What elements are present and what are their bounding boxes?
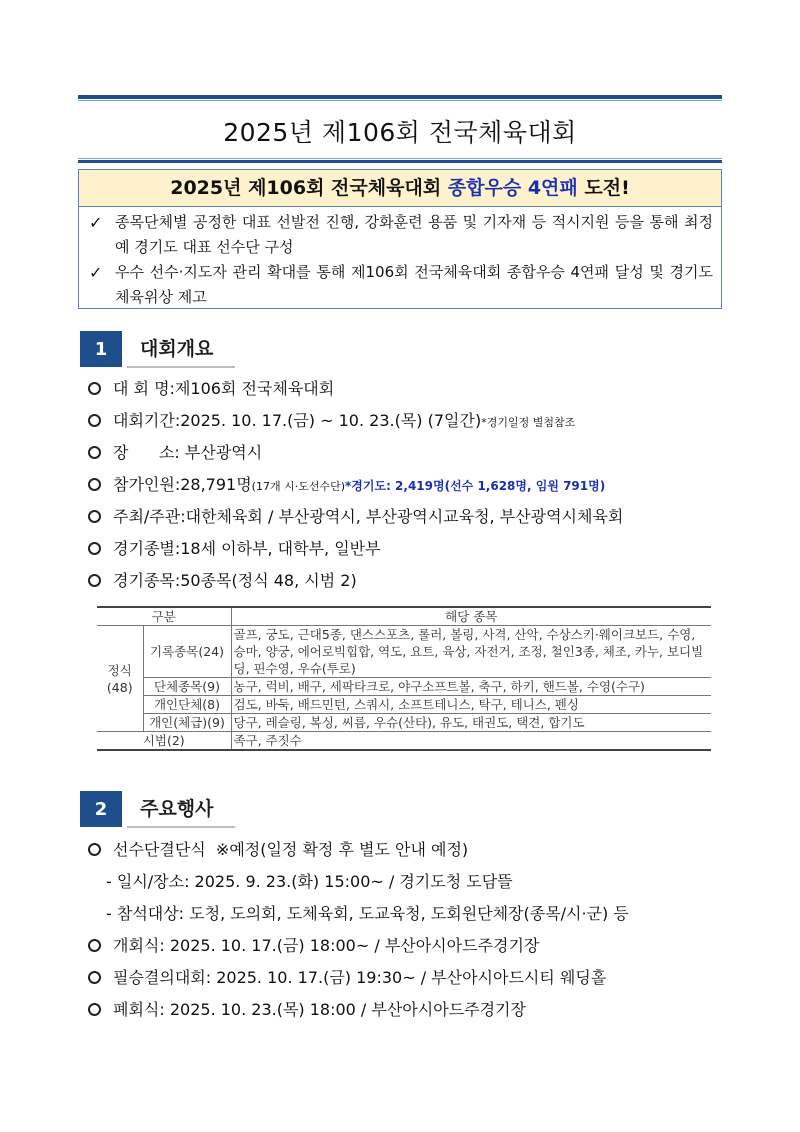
circle-bullet-icon <box>88 478 101 491</box>
section-title: 주요행사 <box>140 798 214 820</box>
sub-item: - 일시/장소: 2025. 9. 23.(화) 15:00~ / 경기도청 도담뜰 <box>106 872 513 891</box>
section-header-events <box>80 791 260 827</box>
events-list <box>88 834 728 1026</box>
table-row <box>97 696 711 714</box>
summary-box <box>78 169 722 309</box>
list-item: 대회기간: 2025. 10. 17.(금) ~ 10. 23.(목) (7일간) *경기일정 별첨참조 <box>88 405 728 437</box>
list-item: 필승결의대회: 2025. 10. 17.(금) 19:30~ / 부산아시아드시티 웨딩홀 <box>88 962 728 994</box>
summary-item: ✓ 종목단체별 공정한 대표 선발전 진행, 강화훈련 용품 및 기자재 등 적시지원 등을 통해 최정예 경기도 대표 선수단 구성 <box>89 210 713 260</box>
section-underline <box>127 366 235 368</box>
sports-table <box>97 606 711 751</box>
title-band <box>78 95 722 163</box>
category-cell: 기록종목(24) <box>143 626 231 678</box>
table-row <box>97 714 711 732</box>
sub-item: - 참석대상: 도청, 도의회, 도체육회, 도교육청, 도회원단체장(종목/시·군) 등 <box>106 904 629 923</box>
circle-bullet-icon <box>88 1003 101 1016</box>
table-header-category: 구분 <box>97 607 231 626</box>
list-item: 참가인원: 28,791명 (17개 시·도선수단) *경기도: 2,419명(선수 1,628명, 임원 791명) <box>88 469 728 501</box>
items-cell: 족구, 주짓수 <box>231 732 711 751</box>
group-label-official: 정식 (48) <box>97 626 143 732</box>
list-item: 장 소: 부산광역시 <box>88 437 728 469</box>
summary-item: ✓ 우수 선수·지도자 관리 확대를 통해 제106회 전국체육대회 종합우승 4연패 달성 및 경기도 체육위상 제고 <box>89 260 713 310</box>
list-item: 폐회식: 2025. 10. 23.(목) 18:00 / 부산아시아드주경기장 <box>88 994 728 1026</box>
list-item: 주최/주관: 대한체육회 / 부산광역시, 부산광역시교육청, 부산광역시체육회 <box>88 501 728 533</box>
table-row <box>97 678 711 696</box>
list-item: 선수단결단식 ※예정(일정 확정 후 별도 안내 예정) <box>88 834 728 866</box>
summary-list <box>79 207 721 310</box>
circle-bullet-icon <box>88 574 101 587</box>
document-title: 2025년 제106회 전국체육대회 <box>223 118 577 147</box>
table-row <box>97 732 711 751</box>
circle-bullet-icon <box>88 382 101 395</box>
circle-bullet-icon <box>88 414 101 427</box>
items-cell: 골프, 궁도, 근대5종, 댄스스포츠, 롤러, 볼링, 사격, 산악, 수상스키·웨이크보드, 수영, 승마, 양궁, 에어로빅힙합, 역도, 요트, 육상, 자전거, 조정, 철인3종, 체조, 카누, 보디빌딩, 핀수영, 우슈(투로) <box>231 626 711 678</box>
table-header-row <box>97 607 711 626</box>
list-item: 대 회 명: 제106회 전국체육대회 <box>88 373 728 405</box>
items-cell: 농구, 럭비, 배구, 세팍타크로, 야구소프트볼, 축구, 하키, 핸드볼, 수영(수구) <box>231 678 711 696</box>
section-header-overview <box>80 331 260 367</box>
section-underline <box>127 826 235 828</box>
summary-heading: 2025년 제106회 전국체육대회 종합우승 4연패 도전! <box>79 170 721 207</box>
check-icon: ✓ <box>89 263 103 282</box>
circle-bullet-icon <box>88 446 101 459</box>
section-number: 1 <box>80 331 122 367</box>
category-cell: 개인단체(8) <box>143 696 231 714</box>
title-rule-top <box>78 95 722 99</box>
category-cell-demo: 시범(2) <box>97 732 231 751</box>
section-number: 2 <box>80 791 122 827</box>
list-item: 개회식: 2025. 10. 17.(금) 18:00~ / 부산아시아드주경기장 <box>88 930 728 962</box>
list-item: 경기종별: 18세 이하부, 대학부, 일반부 <box>88 533 728 565</box>
section-title: 대회개요 <box>140 338 214 360</box>
table-header-items: 해당 종목 <box>231 607 711 626</box>
check-icon: ✓ <box>89 213 103 232</box>
category-cell: 단체종목(9) <box>143 678 231 696</box>
table-row <box>97 626 711 678</box>
circle-bullet-icon <box>88 542 101 555</box>
circle-bullet-icon <box>88 939 101 952</box>
summary-highlight: 종합우승 4연패 <box>447 177 578 199</box>
overview-list <box>88 373 728 597</box>
items-cell: 검도, 바둑, 배드민턴, 스쿼시, 소프트테니스, 탁구, 테니스, 펜싱 <box>231 696 711 714</box>
circle-bullet-icon <box>88 843 101 856</box>
items-cell: 당구, 레슬링, 복싱, 씨름, 우슈(산타), 유도, 태권도, 택견, 합기도 <box>231 714 711 732</box>
title-rule-bottom <box>78 160 722 163</box>
circle-bullet-icon <box>88 510 101 523</box>
circle-bullet-icon <box>88 971 101 984</box>
list-item: 경기종목: 50종목(정식 48, 시범 2) <box>88 565 728 597</box>
category-cell: 개인(체급)(9) <box>143 714 231 732</box>
